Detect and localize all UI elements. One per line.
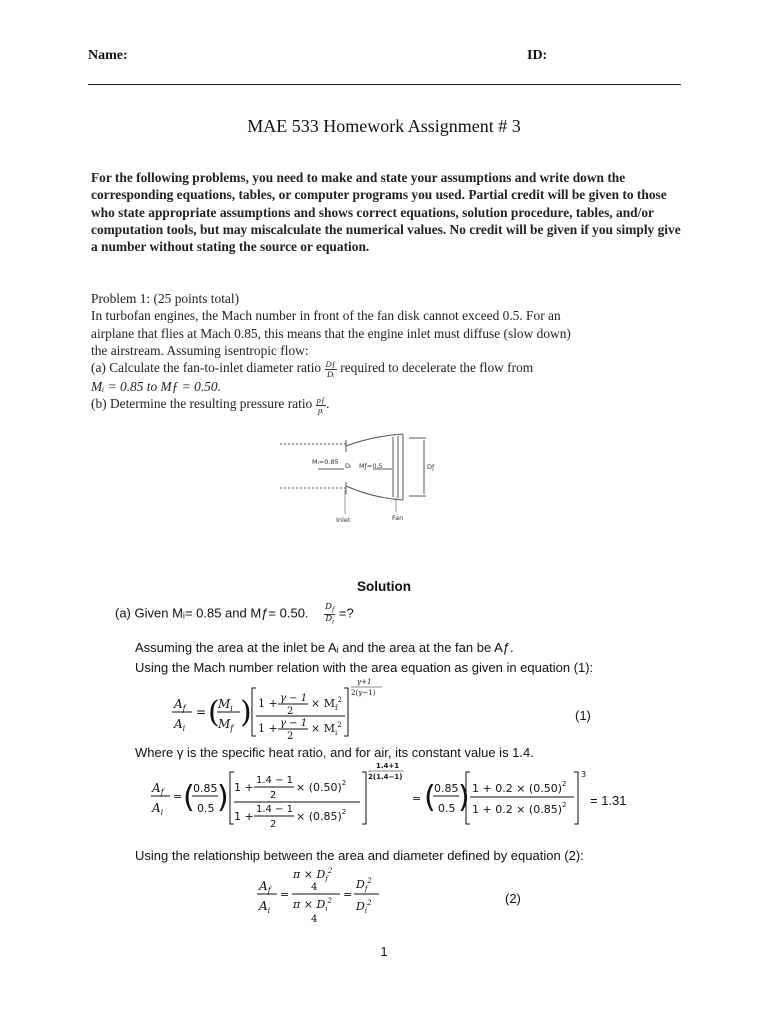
svg-text:(: ( <box>424 780 436 815</box>
svg-text:=: = <box>343 888 353 901</box>
svg-text:× Mi2: × $M_i^2$ <box>311 721 342 737</box>
problem-statement <box>91 290 687 414</box>
id-label: ID: <box>527 48 548 63</box>
problem-line: airplane that flies at Mach 0.85, this means that the engine inlet must diffuse (slow down) <box>91 325 571 341</box>
di-label: Dᵢ <box>345 462 352 470</box>
svg-text:0.85: 0.85 <box>193 782 218 795</box>
svg-text:4: 4 <box>311 914 318 925</box>
svg-text:γ+1: γ+1 <box>357 678 372 686</box>
svg-text:(: ( <box>183 780 195 815</box>
svg-text:2(γ−1): 2(γ−1) <box>351 689 376 697</box>
page-number: 1 <box>380 944 388 959</box>
svg-text:1 +: 1 + <box>258 697 278 710</box>
equation-2-tag: (2) <box>505 891 521 906</box>
diameter-ratio-frac: $\frac{D_f}{D_i}$ <box>325 602 335 626</box>
svg-text:γ − 1: γ − 1 <box>280 718 308 729</box>
svg-text:× (0.50)2: × $(0.50)^2$ <box>296 779 347 794</box>
equation-2 <box>255 862 395 932</box>
df-label: Dƒ <box>427 463 435 471</box>
page-title: MAE 533 Homework Assignment # 3 <box>247 116 521 136</box>
svg-text:): ) <box>240 695 252 730</box>
svg-text:Di2: $D_i^2$ <box>356 899 372 915</box>
part-b: (b) Determine the resulting pressure ratio $\frac{pƒ}{\text{pᵢ}}$ . <box>91 395 330 415</box>
svg-text:2: 2 <box>287 706 294 717</box>
equation-1 <box>170 676 430 746</box>
svg-text:Af: $A_f$ <box>152 781 164 797</box>
svg-text:1 +: 1 + <box>258 722 278 735</box>
svg-text:2: 2 <box>270 819 277 830</box>
svg-text:Af: $A_f$ <box>174 697 186 713</box>
problem-points: (25 points total) <box>153 291 240 306</box>
pressure-ratio: $\frac{pƒ}{\text{pᵢ}}$ <box>316 395 326 415</box>
using-line-1: Using the Mach number relation with the area equation as given in equation (1): <box>135 660 594 675</box>
diameter-ratio: $\frac{Dƒ}{\text{Dᵢ}}$ <box>325 359 336 379</box>
svg-text:2: 2 <box>287 731 294 742</box>
svg-text:2(1.4−1): 2(1.4−1) <box>368 773 403 781</box>
inlet-label: Inlet <box>336 516 351 524</box>
problem-line: the airstream. Assuming isentropic flow: <box>91 342 309 358</box>
instructions-paragraph: For the following problems, you need to make and state your assumptions and write down the corresponding equations, tables, or computer programs you used. Partial credit will be given to those who state appropriate assumptions and shows correct equations, solution procedure, tables, and/or computation tools, but may miscalculate the numerical values. No credit will be given if you simply give a number without stating the source or equation. <box>91 170 681 255</box>
part-a-line2: Mᵢ = 0.85 to Mƒ = 0.50. <box>91 379 221 395</box>
mf-label: Mƒ=0.5 <box>359 462 383 470</box>
svg-text:=: = <box>173 790 183 803</box>
svg-text:=: = <box>412 792 422 805</box>
svg-text:1 +: 1 + <box>234 781 254 794</box>
svg-text:2: 2 <box>270 790 277 801</box>
svg-text:Ai: $A_i$ <box>259 899 271 915</box>
svg-text:1.4+1: 1.4+1 <box>376 762 400 770</box>
equation-evaluation <box>150 760 640 832</box>
svg-text:Ai: $A_i$ <box>152 801 164 817</box>
svg-text:× Mf2: × $M_f^2$ <box>311 696 343 712</box>
problem-line: In turbofan engines, the Mach number in front of the fan disk cannot exceed 0.5. For an <box>91 308 561 324</box>
svg-text:=: = <box>280 888 290 901</box>
name-label: Name: <box>88 48 128 63</box>
svg-text:γ − 1: γ − 1 <box>280 693 308 704</box>
svg-text:3: 3 <box>581 770 587 779</box>
svg-text:Af: $A_f$ <box>259 879 271 895</box>
svg-text:0.85: 0.85 <box>434 782 459 795</box>
part-a-given: (a) Given Mᵢ= 0.85 and Mƒ= 0.50. $\frac{D_f}{D_i}$ =? <box>115 602 354 626</box>
solution-heading: Solution <box>357 579 411 594</box>
assumption-line: Assuming the area at the inlet be Aᵢ and the area at the fan be Aƒ. <box>135 640 514 655</box>
part-a: (a) Calculate the fan-to-inlet diameter ratio $\frac{Dƒ}{\text{Dᵢ}}$ required to decelerate the flow from <box>91 359 534 379</box>
svg-text:0.5: 0.5 <box>197 802 215 815</box>
svg-text:π × Di2: $\pi \times D_i^2$ <box>293 897 332 913</box>
svg-text:Df2: $D_f^2$ <box>356 877 372 893</box>
svg-text:): ) <box>458 780 470 815</box>
inlet-fan-diagram <box>278 432 448 532</box>
svg-text:π × Df2: $\pi \times D_f^2$ <box>293 867 333 883</box>
equation-1-tag: (1) <box>575 708 591 723</box>
svg-text:1.4 − 1: 1.4 − 1 <box>256 804 294 815</box>
svg-text:(: ( <box>208 695 220 730</box>
problem-heading: Problem 1: <box>91 291 151 306</box>
svg-text:Ai: $A_i$ <box>174 717 186 733</box>
svg-text:Mf: $M_f$ <box>218 717 234 733</box>
header-rule <box>88 84 681 85</box>
svg-text:=: = <box>196 705 207 719</box>
svg-text:0.5: 0.5 <box>438 802 456 815</box>
svg-text:× (0.85)2: × $(0.85)^2$ <box>296 808 347 823</box>
mi-label: Mᵢ=0.85 <box>312 458 339 466</box>
where-line: Where γ is the specific heat ratio, and for air, its constant value is 1.4. <box>135 745 534 760</box>
svg-text:): ) <box>217 780 229 815</box>
fan-label: Fan <box>392 514 404 522</box>
svg-text:1 + 0.2 × (0.50)2: $1 + 0.2 \times (0.50)^2$ <box>472 780 567 795</box>
svg-text:1 +: 1 + <box>234 810 254 823</box>
svg-text:1.4 − 1: 1.4 − 1 <box>256 775 294 786</box>
svg-text:4: 4 <box>311 882 318 893</box>
svg-text:1 + 0.2 × (0.85)2: $1 + 0.2 \times (0.85)^2$ <box>472 801 567 816</box>
svg-text:Mi: $M_i$ <box>218 697 233 713</box>
area-ratio-result: = 1.31 <box>590 793 627 808</box>
using-line-2: Using the relationship between the area and diameter defined by equation (2): <box>135 848 584 863</box>
